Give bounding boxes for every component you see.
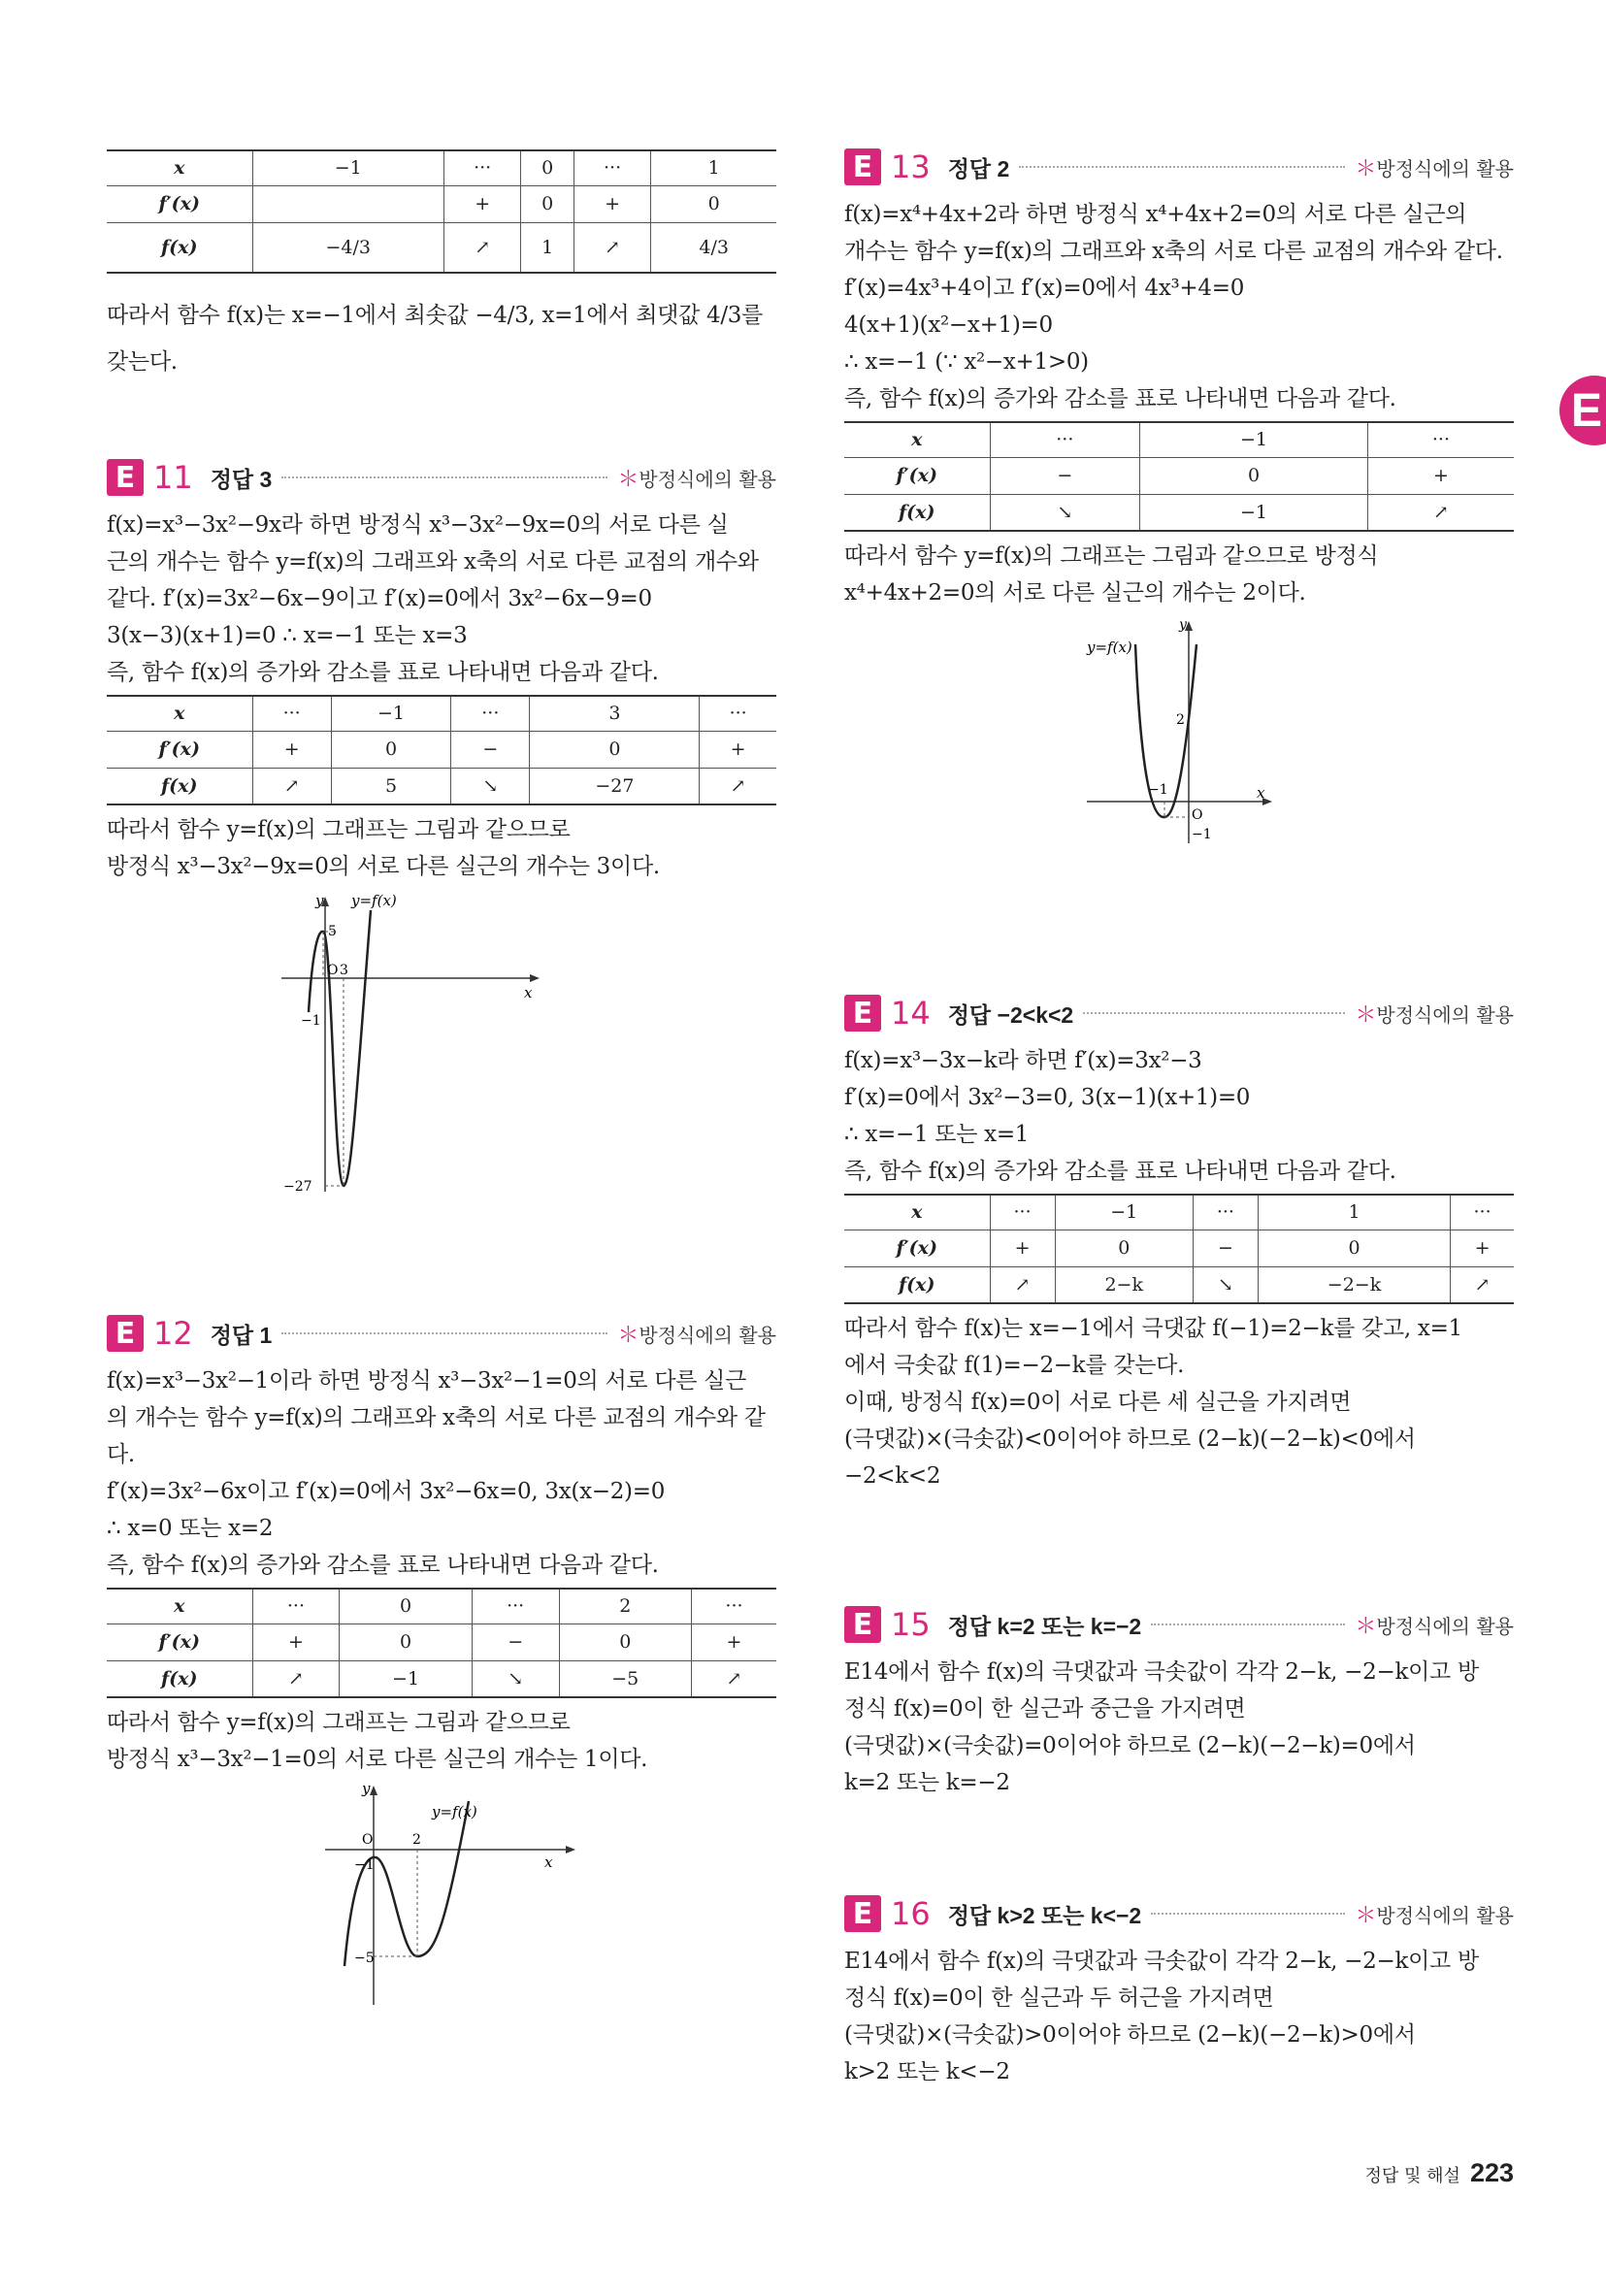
table-cell: 0 xyxy=(521,185,574,222)
section-badge: E xyxy=(107,459,144,496)
problem-number: 14 xyxy=(891,995,931,1032)
text-line: k=2 또는 k=−2 xyxy=(844,1770,1010,1795)
table-cell: 2−k xyxy=(1055,1266,1193,1303)
table-cell: 0 xyxy=(340,1624,472,1660)
leader-dots xyxy=(1151,1624,1345,1625)
text-line: 근의 개수는 함수 y=f(x)의 그래프와 x축의 서로 다른 교점의 개수와 xyxy=(107,549,759,574)
topic-tag: ＊방정식에의 활용 xyxy=(617,1323,776,1348)
table-cell: x xyxy=(911,429,923,451)
text-line: (극댓값)×(극솟값)>0이어야 하므로 (2−k)(−2−k)>0에서 xyxy=(844,2022,1416,2048)
text-line: 3(x−3)(x+1)=0 ∴ x=−1 또는 x=3 xyxy=(107,623,468,648)
chapter-side-tab: E xyxy=(1559,376,1606,445)
table-cell: ↘ xyxy=(451,768,530,804)
table-cell: 0 xyxy=(340,1589,472,1624)
label-neg27: −27 xyxy=(283,1179,312,1195)
e10-variation-table xyxy=(107,149,776,274)
answer-label: 정답 k=2 또는 k=−2 xyxy=(947,1613,1142,1639)
text-line: E14에서 함수 f(x)의 극댓값과 극솟값이 각각 2−k, −2−k이고 방 xyxy=(844,1659,1479,1685)
text-line: 방정식 x³−3x²−9x=0의 서로 다른 실근의 개수는 3이다. xyxy=(107,854,660,879)
problem-number: 15 xyxy=(891,1606,931,1643)
table-cell: f(x) xyxy=(844,1266,990,1303)
table-cell: f(x) xyxy=(107,222,252,273)
label-5: 5 xyxy=(328,924,337,939)
text-line: k>2 또는 k<−2 xyxy=(844,2059,1010,2084)
table-cell: ··· xyxy=(691,1589,776,1624)
table-cell: + xyxy=(691,1624,776,1660)
text-line: ∴ x=0 또는 x=2 xyxy=(107,1516,274,1541)
table-cell: 1 xyxy=(1258,1195,1450,1230)
table-cell: + xyxy=(1367,457,1514,494)
problem-e13 xyxy=(844,146,1514,852)
table-cell: f′(x) xyxy=(107,1624,252,1660)
topic-tag: ＊방정식에의 활용 xyxy=(1355,1614,1514,1639)
e11-graph xyxy=(262,891,553,1201)
table-cell: 5 xyxy=(331,768,450,804)
table-cell: ↗ xyxy=(1367,494,1514,531)
table-cell: ··· xyxy=(1367,422,1514,457)
table-cell: ··· xyxy=(443,150,520,185)
page-number: 223 xyxy=(1469,2158,1514,2187)
curve xyxy=(344,1801,469,1966)
text-line: 즉, 함수 f(x)의 증가와 감소를 표로 나타내면 다음과 같다. xyxy=(107,1553,659,1578)
problem-header xyxy=(107,456,776,499)
x-axis-arrow-icon xyxy=(530,974,540,982)
problem-header xyxy=(107,1312,776,1355)
table-cell: 0 xyxy=(559,1624,691,1660)
text-line: 이때, 방정식 f(x)=0이 서로 다른 세 실근을 가지려면 xyxy=(844,1390,1352,1415)
function-label: y=f(x) xyxy=(1087,639,1132,656)
table-cell: −1 xyxy=(252,150,443,185)
text-line: 따라서 함수 y=f(x)의 그래프는 그림과 같으므로 xyxy=(107,1710,571,1735)
text-line: 즉, 함수 f(x)의 증가와 감소를 표로 나타내면 다음과 같다. xyxy=(107,660,659,685)
table-cell: x xyxy=(174,1595,185,1618)
table-cell: 0 xyxy=(521,150,574,185)
table-cell: f′(x) xyxy=(107,731,252,768)
table-cell: −1 xyxy=(340,1660,472,1697)
star-icon: ＊ xyxy=(1355,1002,1377,1028)
x-label: x xyxy=(1257,784,1265,802)
footer-label: 정답 및 해설 xyxy=(1364,2166,1460,2186)
table-cell: ··· xyxy=(574,150,650,185)
origin-label: O xyxy=(1192,807,1203,823)
text-line: 다. xyxy=(107,1442,135,1467)
table-cell: 3 xyxy=(530,696,700,731)
table-cell: ↗ xyxy=(1451,1266,1514,1303)
text-line: 갖는다. xyxy=(107,349,178,375)
label-3: 3 xyxy=(340,963,348,978)
topic-tag: ＊방정식에의 활용 xyxy=(1355,1002,1514,1028)
table-cell: f(x) xyxy=(107,1660,252,1697)
problem-e15 xyxy=(844,1603,1514,1801)
label-2: 2 xyxy=(412,1832,421,1848)
text-line: 개수는 함수 y=f(x)의 그래프와 x축의 서로 다른 교점의 개수와 같다. xyxy=(844,239,1503,264)
table-cell: − xyxy=(472,1624,559,1660)
label-2: 2 xyxy=(1176,712,1185,728)
origin-label: O xyxy=(362,1832,374,1848)
y-label: y xyxy=(362,1782,371,1797)
table-cell: −1 xyxy=(1055,1195,1193,1230)
table-cell: −2−k xyxy=(1258,1266,1450,1303)
x-axis-arrow-icon xyxy=(566,1846,575,1853)
section-badge: E xyxy=(844,148,881,185)
table-cell: + xyxy=(1451,1230,1514,1266)
table-cell: − xyxy=(451,731,530,768)
table-cell: ··· xyxy=(252,696,331,731)
table-cell: − xyxy=(1193,1230,1258,1266)
table-cell: 0 xyxy=(1258,1230,1450,1266)
table-cell: 0 xyxy=(651,185,776,222)
label-neg1: −1 xyxy=(354,1857,375,1873)
table-cell: 2 xyxy=(559,1589,691,1624)
table-cell: x xyxy=(174,703,185,725)
table-cell: x xyxy=(174,157,185,180)
text-line: 따라서 함수 f(x)는 x=−1에서 최솟값 −4/3, x=1에서 최댓값 4/3를 xyxy=(107,303,764,328)
text-line: 정식 f(x)=0이 한 실근과 중근을 가지려면 xyxy=(844,1696,1246,1722)
section-badge: E xyxy=(844,995,881,1032)
text-line: f(x)=x⁴+4x+2라 하면 방정식 x⁴+4x+2=0의 서로 다른 실근의 xyxy=(844,202,1467,227)
page-footer xyxy=(1365,2158,1514,2188)
problem-e12 xyxy=(107,1312,776,2018)
label-y-neg1: −1 xyxy=(1192,827,1212,842)
text-line: 같다. f′(x)=3x²−6x−9이고 f′(x)=0에서 3x²−6x−9=0 xyxy=(107,586,652,611)
origin-label: O xyxy=(327,963,339,978)
section-badge: E xyxy=(107,1315,144,1352)
table-cell: + xyxy=(574,185,650,222)
e12-variation-table xyxy=(107,1588,776,1698)
text-line: ∴ x=−1 (∵ x²−x+1>0) xyxy=(844,349,1089,375)
section-badge: E xyxy=(844,1895,881,1932)
problem-number: 13 xyxy=(891,148,931,185)
text-line: 방정식 x³−3x²−1=0의 서로 다른 실근의 개수는 1이다. xyxy=(107,1747,648,1772)
section-badge: E xyxy=(844,1606,881,1643)
table-cell: + xyxy=(443,185,520,222)
y-label: y xyxy=(315,892,324,909)
text-line: f(x)=x³−3x²−9x라 하면 방정식 x³−3x²−9x=0의 서로 다른 실 xyxy=(107,512,729,538)
topic-tag: ＊방정식에의 활용 xyxy=(1355,1903,1514,1928)
text-line: f′(x)=3x²−6x이고 f′(x)=0에서 3x²−6x=0, 3x(x−2)=0 xyxy=(107,1479,666,1504)
table-cell: ↗ xyxy=(574,222,650,273)
text-line: 즉, 함수 f(x)의 증가와 감소를 표로 나타내면 다음과 같다. xyxy=(844,386,1396,411)
star-icon: ＊ xyxy=(617,467,639,492)
problem-header xyxy=(844,1603,1514,1646)
table-cell xyxy=(252,185,443,222)
table-cell: ··· xyxy=(451,696,530,731)
text-line: 따라서 함수 y=f(x)의 그래프는 그림과 같으므로 방정식 xyxy=(844,543,1379,569)
table-cell: 1 xyxy=(521,222,574,273)
table-cell: ··· xyxy=(990,1195,1055,1230)
problem-header xyxy=(844,1892,1514,1935)
table-cell: 0 xyxy=(530,731,700,768)
table-cell: + xyxy=(252,731,331,768)
answer-label: 정답 2 xyxy=(947,155,1010,181)
text-line: f(x)=x³−3x−k라 하면 f′(x)=3x²−3 xyxy=(844,1048,1202,1073)
text-line: 즉, 함수 f(x)의 증가와 감소를 표로 나타내면 다음과 같다. xyxy=(844,1159,1396,1184)
table-cell: ↗ xyxy=(700,768,776,804)
text-line: 따라서 함수 f(x)는 x=−1에서 극댓값 f(−1)=2−k를 갖고, x=1 xyxy=(844,1316,1462,1341)
problem-header xyxy=(844,146,1514,188)
text-line: (극댓값)×(극솟값)=0이어야 하므로 (2−k)(−2−k)=0에서 xyxy=(844,1733,1416,1758)
text-line: E14에서 함수 f(x)의 극댓값과 극솟값이 각각 2−k, −2−k이고 방 xyxy=(844,1949,1479,1974)
e14-variation-table xyxy=(844,1194,1514,1304)
table-cell: + xyxy=(990,1230,1055,1266)
table-cell: x xyxy=(911,1201,923,1224)
y-axis-arrow-icon xyxy=(370,1786,377,1795)
star-icon: ＊ xyxy=(1355,1903,1377,1928)
text-line: ∴ x=−1 또는 x=1 xyxy=(844,1122,1030,1147)
text-line: 에서 극솟값 f(1)=−2−k를 갖는다. xyxy=(844,1353,1185,1378)
function-label: y=f(x) xyxy=(432,1803,477,1820)
e13-variation-table xyxy=(844,421,1514,532)
x-label: x xyxy=(524,984,533,1001)
table-cell: −27 xyxy=(530,768,700,804)
topic-tag: ＊방정식에의 활용 xyxy=(1355,156,1514,181)
e11-variation-table xyxy=(107,695,776,805)
table-cell: ··· xyxy=(1193,1195,1258,1230)
text-line: x⁴+4x+2=0의 서로 다른 실근의 개수는 2이다. xyxy=(844,580,1306,606)
table-cell: −4/3 xyxy=(252,222,443,273)
leader-dots xyxy=(1151,1913,1345,1915)
answer-label: 정답 k>2 또는 k<−2 xyxy=(947,1902,1142,1928)
table-cell: f′(x) xyxy=(107,185,252,222)
text-line: −2<k<2 xyxy=(844,1463,941,1489)
table-cell: 0 xyxy=(1055,1230,1193,1266)
answer-label: 정답 −2<k<2 xyxy=(947,1001,1074,1028)
table-cell: f′(x) xyxy=(844,1230,990,1266)
text-line: 정식 f(x)=0이 한 실근과 두 허근을 가지려면 xyxy=(844,1985,1274,2011)
topic-tag: ＊방정식에의 활용 xyxy=(617,467,776,492)
problem-number: 12 xyxy=(153,1315,193,1352)
problem-number: 11 xyxy=(153,459,193,496)
label-neg5: −5 xyxy=(354,1951,375,1966)
label-neg1: −1 xyxy=(301,1013,321,1029)
table-cell: −1 xyxy=(331,696,450,731)
table-cell: − xyxy=(990,457,1140,494)
table-cell: f′(x) xyxy=(844,457,990,494)
curve xyxy=(309,910,371,1186)
answer-label: 정답 3 xyxy=(210,466,273,492)
star-icon: ＊ xyxy=(1355,156,1377,181)
table-cell: ↘ xyxy=(472,1660,559,1697)
table-cell: −1 xyxy=(1140,494,1368,531)
star-icon: ＊ xyxy=(617,1323,639,1348)
table-cell: ··· xyxy=(472,1589,559,1624)
leader-dots xyxy=(1083,1012,1345,1014)
table-cell: f(x) xyxy=(844,494,990,531)
text-line: 의 개수는 함수 y=f(x)의 그래프와 x축의 서로 다른 교점의 개수와 같 xyxy=(107,1405,766,1430)
table-cell: ↘ xyxy=(1193,1266,1258,1303)
table-cell: 4/3 xyxy=(651,222,776,273)
text-line: 따라서 함수 y=f(x)의 그래프는 그림과 같으므로 xyxy=(107,817,571,842)
table-cell: ↗ xyxy=(252,1660,340,1697)
table-cell: ··· xyxy=(990,422,1140,457)
answer-label: 정답 1 xyxy=(210,1322,273,1348)
table-cell: + xyxy=(700,731,776,768)
table-cell: ↗ xyxy=(691,1660,776,1697)
problem-e14 xyxy=(844,992,1514,1494)
text-line: 4(x+1)(x²−x+1)=0 xyxy=(844,312,1053,338)
table-cell: ↘ xyxy=(990,494,1140,531)
function-label: y=f(x) xyxy=(351,892,397,909)
table-cell: ··· xyxy=(252,1589,340,1624)
text-line: f′(x)=4x³+4이고 f′(x)=0에서 4x³+4=0 xyxy=(844,276,1245,301)
label-x-neg1: −1 xyxy=(1148,782,1168,798)
y-label: y xyxy=(1179,617,1187,633)
text-line: f′(x)=0에서 3x²−3=0, 3(x−1)(x+1)=0 xyxy=(844,1085,1251,1110)
leader-dots xyxy=(281,1332,607,1334)
table-cell: −1 xyxy=(1140,422,1368,457)
leader-dots xyxy=(281,476,607,478)
text-line: (극댓값)×(극솟값)<0이어야 하므로 (2−k)(−2−k)<0에서 xyxy=(844,1427,1416,1452)
table-cell: ··· xyxy=(1451,1195,1514,1230)
table-cell: ↗ xyxy=(443,222,520,273)
table-cell: f(x) xyxy=(107,768,252,804)
problem-e16 xyxy=(844,1892,1514,2090)
problem-e11 xyxy=(107,456,776,1205)
problem-number: 16 xyxy=(891,1895,931,1932)
leader-dots xyxy=(1019,166,1345,168)
table-cell: ↗ xyxy=(990,1266,1055,1303)
table-cell: −5 xyxy=(559,1660,691,1697)
e10-continuation xyxy=(107,146,776,380)
table-cell: 1 xyxy=(651,150,776,185)
table-cell: 0 xyxy=(331,731,450,768)
table-cell: 0 xyxy=(1140,457,1368,494)
table-cell: + xyxy=(252,1624,340,1660)
e12-graph xyxy=(315,1782,597,2015)
e13-graph xyxy=(1082,615,1295,848)
problem-header xyxy=(844,992,1514,1034)
table-cell: ··· xyxy=(700,696,776,731)
text-line: f(x)=x³−3x²−1이라 하면 방정식 x³−3x²−1=0의 서로 다른 실근 xyxy=(107,1368,747,1394)
table-cell: ↗ xyxy=(252,768,331,804)
star-icon: ＊ xyxy=(1355,1614,1377,1639)
x-label: x xyxy=(544,1853,553,1871)
